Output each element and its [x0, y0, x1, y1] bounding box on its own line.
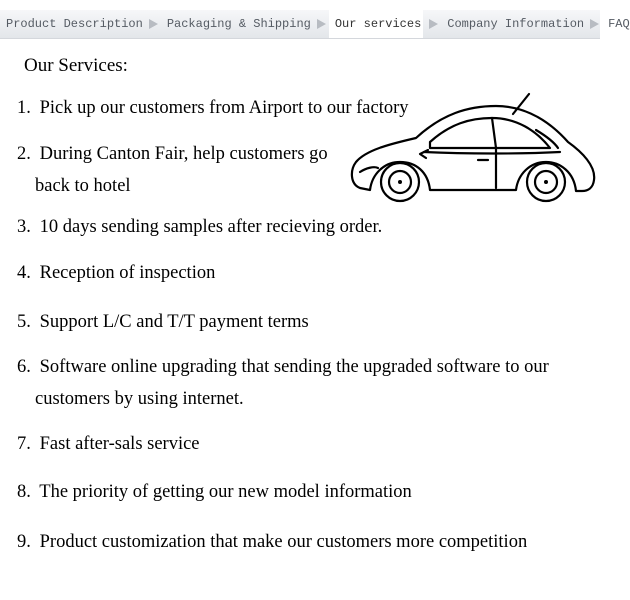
chevron-right-icon — [588, 18, 600, 30]
service-item-6 — [17, 355, 549, 411]
tab-our-services[interactable]: Our services — [329, 10, 423, 38]
item-text-continued: back to hotel — [35, 176, 131, 196]
item-number: 2. — [17, 144, 31, 164]
item-number: 7. — [17, 434, 31, 454]
item-text: Reception of inspection — [39, 263, 216, 283]
service-item-4 — [17, 261, 215, 285]
tab-faq[interactable]: FAQ — [608, 17, 630, 31]
chevron-right-icon — [427, 18, 439, 30]
item-text: The priority of getting our new model information — [39, 482, 412, 502]
chevron-right-icon — [315, 18, 327, 30]
service-item-2 — [17, 142, 328, 198]
services-heading: Our Services: — [24, 55, 128, 76]
service-item-8 — [17, 480, 412, 504]
item-number: 1. — [17, 98, 31, 118]
item-text: Product customization that make our customers more competition — [39, 532, 528, 552]
tab-product-description[interactable]: Product Description — [6, 17, 143, 31]
item-number: 5. — [17, 312, 31, 332]
chevron-right-icon — [147, 18, 159, 30]
item-text: Pick up our customers from Airport to our factory — [39, 98, 409, 118]
item-text: Fast after-sals service — [39, 434, 200, 454]
tab-company-information[interactable]: Company Information — [447, 17, 585, 31]
item-text: Software online upgrading that sending the upgraded software to our — [39, 357, 549, 377]
service-item-7 — [17, 432, 200, 456]
item-number: 9. — [17, 532, 31, 552]
item-text: Support L/C and T/T payment terms — [39, 312, 309, 332]
breadcrumb — [0, 10, 630, 39]
item-text: 10 days sending samples after recieving order. — [39, 217, 383, 237]
car-icon — [346, 90, 598, 210]
item-number: 4. — [17, 263, 31, 283]
item-text: During Canton Fair, help customers go — [39, 144, 328, 164]
item-number: 3. — [17, 217, 31, 237]
service-item-5 — [17, 310, 309, 334]
item-text-continued: customers by using internet. — [35, 389, 244, 409]
service-item-3 — [17, 215, 382, 239]
tab-packaging-shipping[interactable]: Packaging & Shipping — [166, 17, 311, 31]
item-number: 6. — [17, 357, 31, 377]
service-item-9 — [17, 530, 527, 554]
item-number: 8. — [17, 482, 31, 502]
